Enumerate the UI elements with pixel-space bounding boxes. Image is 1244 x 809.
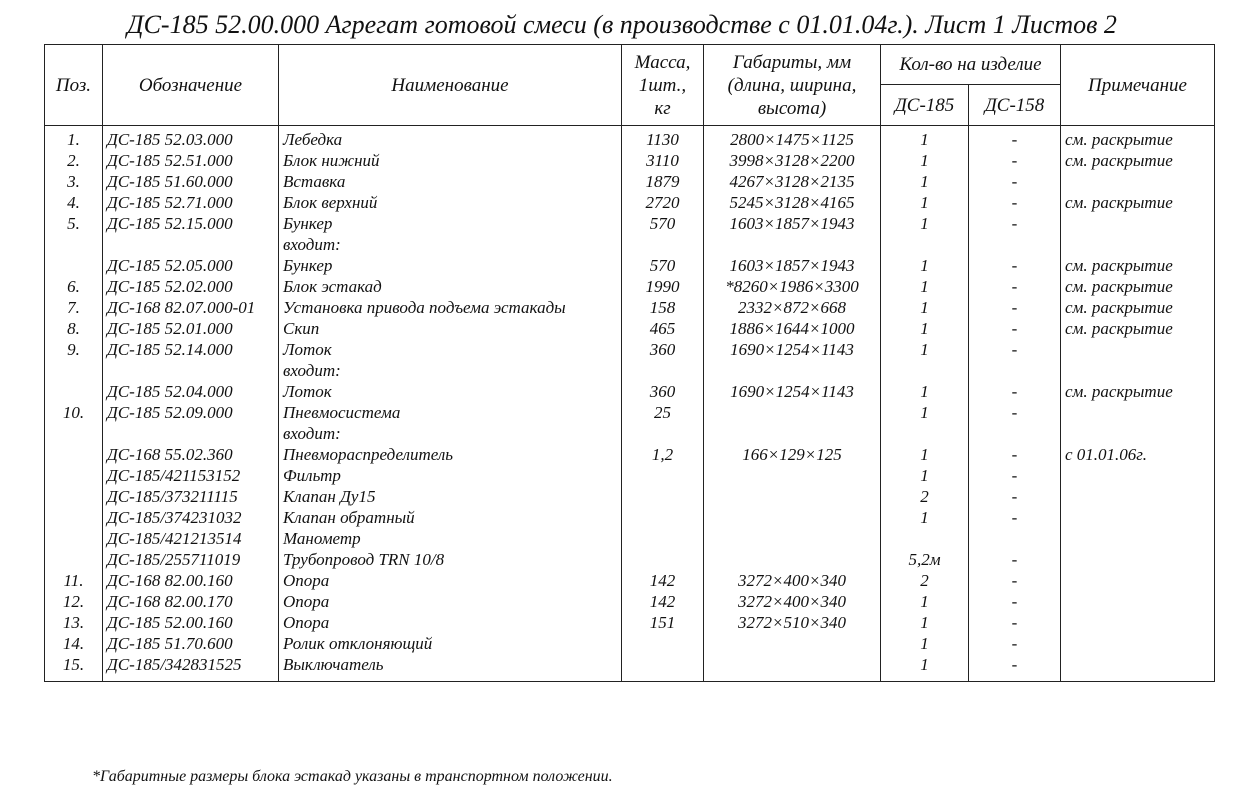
cell-name: Бункер <box>279 255 622 276</box>
cell-dims <box>704 234 881 255</box>
cell-qty-ds158: - <box>969 126 1061 151</box>
cell-note: см. раскрытие <box>1061 255 1215 276</box>
cell-name: Клапан обратный <box>279 507 622 528</box>
cell-qty-ds185: 1 <box>881 192 969 213</box>
cell-pos <box>45 234 103 255</box>
cell-mass <box>622 486 704 507</box>
cell-mass: 158 <box>622 297 704 318</box>
cell-note: см. раскрытие <box>1061 381 1215 402</box>
cell-pos: 3. <box>45 171 103 192</box>
cell-qty-ds158: - <box>969 276 1061 297</box>
cell-dims: 2800×1475×1125 <box>704 126 881 151</box>
cell-name: входит: <box>279 423 622 444</box>
cell-qty-ds158: - <box>969 150 1061 171</box>
cell-dims: 166×129×125 <box>704 444 881 465</box>
cell-qty-ds158: - <box>969 486 1061 507</box>
cell-pos <box>45 444 103 465</box>
cell-note <box>1061 612 1215 633</box>
cell-dims: 1886×1644×1000 <box>704 318 881 339</box>
cell-qty-ds185: 1 <box>881 318 969 339</box>
cell-name: Опора <box>279 591 622 612</box>
table-row <box>45 528 1215 549</box>
cell-qty-ds158: - <box>969 381 1061 402</box>
cell-mass <box>622 528 704 549</box>
cell-name: Блок нижний <box>279 150 622 171</box>
cell-qty-ds185: 1 <box>881 171 969 192</box>
cell-qty-ds185: 1 <box>881 381 969 402</box>
cell-note <box>1061 465 1215 486</box>
cell-dims: 2332×872×668 <box>704 297 881 318</box>
cell-pos <box>45 486 103 507</box>
cell-pos <box>45 465 103 486</box>
cell-pos: 15. <box>45 654 103 682</box>
cell-dims: 4267×3128×2135 <box>704 171 881 192</box>
table-row <box>45 465 1215 486</box>
cell-designation: ДС-168 82.00.160 <box>103 570 279 591</box>
cell-qty-ds185: 1 <box>881 339 969 360</box>
cell-name: Пневмосистема <box>279 402 622 423</box>
cell-designation: ДС-185 52.02.000 <box>103 276 279 297</box>
cell-note: см. раскрытие <box>1061 297 1215 318</box>
cell-qty-ds185: 2 <box>881 486 969 507</box>
cell-qty-ds185: 5,2м <box>881 549 969 570</box>
cell-note <box>1061 654 1215 682</box>
cell-note <box>1061 423 1215 444</box>
cell-designation <box>103 234 279 255</box>
cell-qty-ds185: 1 <box>881 126 969 151</box>
table-row <box>45 633 1215 654</box>
cell-mass: 25 <box>622 402 704 423</box>
cell-qty-ds158: - <box>969 213 1061 234</box>
cell-qty-ds158: - <box>969 297 1061 318</box>
cell-note: см. раскрытие <box>1061 126 1215 151</box>
cell-dims: 3998×3128×2200 <box>704 150 881 171</box>
cell-pos: 11. <box>45 570 103 591</box>
cell-note <box>1061 360 1215 381</box>
cell-dims <box>704 528 881 549</box>
cell-dims <box>704 633 881 654</box>
cell-qty-ds158 <box>969 423 1061 444</box>
cell-name: Манометр <box>279 528 622 549</box>
table-row <box>45 339 1215 360</box>
cell-qty-ds158: - <box>969 255 1061 276</box>
cell-note <box>1061 549 1215 570</box>
cell-mass: 570 <box>622 213 704 234</box>
cell-pos <box>45 381 103 402</box>
cell-dims <box>704 486 881 507</box>
cell-name: Вставка <box>279 171 622 192</box>
cell-mass <box>622 234 704 255</box>
cell-designation: ДС-185 52.09.000 <box>103 402 279 423</box>
cell-mass: 3110 <box>622 150 704 171</box>
cell-name: Клапан Ду15 <box>279 486 622 507</box>
cell-note: см. раскрытие <box>1061 318 1215 339</box>
footnote: *Габаритные размеры блока эстакад указаны в транспортном положении. <box>92 768 613 785</box>
cell-pos <box>45 360 103 381</box>
cell-qty-ds185: 1 <box>881 255 969 276</box>
table-row <box>45 570 1215 591</box>
table-row <box>45 255 1215 276</box>
table-row <box>45 423 1215 444</box>
cell-pos: 12. <box>45 591 103 612</box>
cell-note <box>1061 402 1215 423</box>
header-dims-line: высота) <box>757 97 827 119</box>
header-designation: Обозначение <box>103 45 279 126</box>
cell-designation: ДС-185/255711019 <box>103 549 279 570</box>
table-row <box>45 612 1215 633</box>
cell-mass: 1879 <box>622 171 704 192</box>
cell-dims <box>704 402 881 423</box>
table-row <box>45 171 1215 192</box>
cell-pos <box>45 528 103 549</box>
table-header <box>45 45 1215 126</box>
cell-mass <box>622 423 704 444</box>
cell-qty-ds185: 1 <box>881 297 969 318</box>
cell-mass <box>622 465 704 486</box>
cell-mass <box>622 507 704 528</box>
cell-designation: ДС-185/421213514 <box>103 528 279 549</box>
cell-note: см. раскрытие <box>1061 150 1215 171</box>
cell-dims: 3272×400×340 <box>704 591 881 612</box>
cell-pos: 4. <box>45 192 103 213</box>
cell-qty-ds158: - <box>969 192 1061 213</box>
cell-pos: 8. <box>45 318 103 339</box>
cell-mass: 142 <box>622 591 704 612</box>
table-row <box>45 213 1215 234</box>
cell-note <box>1061 171 1215 192</box>
cell-qty-ds185: 1 <box>881 402 969 423</box>
header-dims-line: Габариты, мм <box>732 51 852 73</box>
cell-pos: 6. <box>45 276 103 297</box>
cell-mass: 1,2 <box>622 444 704 465</box>
cell-qty-ds158: - <box>969 591 1061 612</box>
cell-qty-ds158: - <box>969 633 1061 654</box>
table-row <box>45 591 1215 612</box>
cell-note <box>1061 633 1215 654</box>
cell-designation: ДС-185/373211115 <box>103 486 279 507</box>
header-note: Примечание <box>1061 45 1215 126</box>
cell-dims: 5245×3128×4165 <box>704 192 881 213</box>
cell-qty-ds158: - <box>969 612 1061 633</box>
cell-qty-ds158 <box>969 360 1061 381</box>
cell-pos: 5. <box>45 213 103 234</box>
cell-qty-ds158: - <box>969 171 1061 192</box>
header-qty-group: Кол-во на изделие <box>881 45 1061 85</box>
cell-name: Скип <box>279 318 622 339</box>
cell-mass: 360 <box>622 381 704 402</box>
cell-qty-ds185: 1 <box>881 612 969 633</box>
cell-name: Установка привода подъема эстакады <box>279 297 622 318</box>
table-row <box>45 126 1215 151</box>
table-row <box>45 150 1215 171</box>
cell-qty-ds185: 1 <box>881 276 969 297</box>
cell-dims: 1603×1857×1943 <box>704 213 881 234</box>
header-name: Наименование <box>279 45 622 126</box>
cell-qty-ds158: - <box>969 318 1061 339</box>
cell-qty-ds185: 1 <box>881 507 969 528</box>
cell-designation: ДС-185 52.03.000 <box>103 126 279 151</box>
cell-note <box>1061 507 1215 528</box>
header-qty-ds185: ДС-185 <box>881 85 969 126</box>
cell-qty-ds158 <box>969 234 1061 255</box>
cell-note: с 01.01.06г. <box>1061 444 1215 465</box>
header-mass <box>622 45 704 126</box>
table-row <box>45 444 1215 465</box>
cell-designation: ДС-185 52.15.000 <box>103 213 279 234</box>
cell-qty-ds185: 1 <box>881 150 969 171</box>
cell-dims: 1603×1857×1943 <box>704 255 881 276</box>
header-mass-line: кг <box>654 97 671 119</box>
cell-name: Бункер <box>279 213 622 234</box>
cell-designation: ДС-185 52.00.160 <box>103 612 279 633</box>
cell-designation: ДС-168 82.07.000-01 <box>103 297 279 318</box>
cell-note <box>1061 570 1215 591</box>
cell-designation: ДС-185 52.05.000 <box>103 255 279 276</box>
cell-note <box>1061 486 1215 507</box>
cell-dims: 1690×1254×1143 <box>704 381 881 402</box>
cell-mass <box>622 549 704 570</box>
cell-designation: ДС-185 51.70.600 <box>103 633 279 654</box>
cell-name: Фильтр <box>279 465 622 486</box>
cell-qty-ds185 <box>881 528 969 549</box>
cell-designation: ДС-168 55.02.360 <box>103 444 279 465</box>
cell-qty-ds158: - <box>969 507 1061 528</box>
cell-name: Лебедка <box>279 126 622 151</box>
cell-pos: 7. <box>45 297 103 318</box>
cell-mass: 1990 <box>622 276 704 297</box>
cell-dims <box>704 360 881 381</box>
cell-dims <box>704 549 881 570</box>
cell-dims <box>704 465 881 486</box>
specification-table <box>44 44 1215 682</box>
cell-name: Лоток <box>279 339 622 360</box>
cell-dims: 3272×510×340 <box>704 612 881 633</box>
cell-pos: 9. <box>45 339 103 360</box>
table-row <box>45 486 1215 507</box>
cell-mass: 142 <box>622 570 704 591</box>
cell-name: Блок эстакад <box>279 276 622 297</box>
cell-mass: 570 <box>622 255 704 276</box>
cell-designation <box>103 423 279 444</box>
cell-dims <box>704 507 881 528</box>
cell-designation: ДС-185 52.14.000 <box>103 339 279 360</box>
header-dims <box>704 45 881 126</box>
cell-mass <box>622 654 704 682</box>
cell-name: входит: <box>279 360 622 381</box>
cell-name: Опора <box>279 612 622 633</box>
cell-note <box>1061 234 1215 255</box>
cell-designation: ДС-168 82.00.170 <box>103 591 279 612</box>
cell-qty-ds185: 1 <box>881 213 969 234</box>
cell-mass: 151 <box>622 612 704 633</box>
table-row <box>45 297 1215 318</box>
cell-qty-ds158: - <box>969 402 1061 423</box>
cell-designation: ДС-185 52.01.000 <box>103 318 279 339</box>
cell-pos: 14. <box>45 633 103 654</box>
cell-name: входит: <box>279 234 622 255</box>
cell-qty-ds185 <box>881 423 969 444</box>
cell-qty-ds158 <box>969 528 1061 549</box>
table-row <box>45 381 1215 402</box>
cell-designation: ДС-185 51.60.000 <box>103 171 279 192</box>
header-mass-line: 1шт., <box>638 74 687 96</box>
cell-name: Лоток <box>279 381 622 402</box>
cell-name: Опора <box>279 570 622 591</box>
cell-name: Пневмораспределитель <box>279 444 622 465</box>
cell-qty-ds158: - <box>969 570 1061 591</box>
cell-note <box>1061 339 1215 360</box>
cell-mass <box>622 360 704 381</box>
table-row <box>45 654 1215 682</box>
header-dims-line: (длина, ширина, <box>727 74 857 96</box>
cell-name: Блок верхний <box>279 192 622 213</box>
cell-dims <box>704 654 881 682</box>
cell-qty-ds158: - <box>969 465 1061 486</box>
cell-designation: ДС-185/374231032 <box>103 507 279 528</box>
cell-pos <box>45 507 103 528</box>
cell-dims: 1690×1254×1143 <box>704 339 881 360</box>
table-row <box>45 549 1215 570</box>
table-row <box>45 234 1215 255</box>
cell-designation: ДС-185 52.71.000 <box>103 192 279 213</box>
cell-dims: 3272×400×340 <box>704 570 881 591</box>
cell-pos <box>45 255 103 276</box>
cell-designation: ДС-185/342831525 <box>103 654 279 682</box>
cell-designation: ДС-185 52.04.000 <box>103 381 279 402</box>
cell-qty-ds158: - <box>969 654 1061 682</box>
cell-dims: *8260×1986×3300 <box>704 276 881 297</box>
cell-note <box>1061 591 1215 612</box>
table-row <box>45 276 1215 297</box>
cell-pos: 2. <box>45 150 103 171</box>
table-row <box>45 192 1215 213</box>
cell-pos: 1. <box>45 126 103 151</box>
table-body <box>45 126 1215 682</box>
cell-designation: ДС-185 52.51.000 <box>103 150 279 171</box>
cell-name: Выключатель <box>279 654 622 682</box>
cell-mass: 360 <box>622 339 704 360</box>
table-row <box>45 507 1215 528</box>
cell-name: Трубопровод TRN 10/8 <box>279 549 622 570</box>
cell-note <box>1061 528 1215 549</box>
header-mass-line: Масса, <box>634 51 691 73</box>
cell-pos <box>45 549 103 570</box>
table-row <box>45 360 1215 381</box>
cell-qty-ds185: 1 <box>881 654 969 682</box>
cell-dims <box>704 423 881 444</box>
cell-qty-ds185: 1 <box>881 444 969 465</box>
cell-qty-ds185 <box>881 234 969 255</box>
cell-note <box>1061 213 1215 234</box>
cell-note: см. раскрытие <box>1061 192 1215 213</box>
cell-pos: 13. <box>45 612 103 633</box>
cell-qty-ds158: - <box>969 339 1061 360</box>
cell-qty-ds158: - <box>969 549 1061 570</box>
cell-pos: 10. <box>45 402 103 423</box>
page-title: ДС-185 52.00.000 Агрегат готовой смеси (в производстве с 01.01.04г.). Лист 1 Листов 2 <box>127 10 1117 39</box>
header-qty-ds158: ДС-158 <box>969 85 1061 126</box>
cell-qty-ds158: - <box>969 444 1061 465</box>
cell-qty-ds185 <box>881 360 969 381</box>
cell-pos <box>45 423 103 444</box>
cell-mass: 2720 <box>622 192 704 213</box>
header-pos: Поз. <box>45 45 103 126</box>
cell-qty-ds185: 1 <box>881 465 969 486</box>
cell-name: Ролик отклоняющий <box>279 633 622 654</box>
table-row <box>45 318 1215 339</box>
cell-qty-ds185: 2 <box>881 570 969 591</box>
cell-mass: 1130 <box>622 126 704 151</box>
cell-designation <box>103 360 279 381</box>
cell-note: см. раскрытие <box>1061 276 1215 297</box>
cell-qty-ds185: 1 <box>881 591 969 612</box>
cell-mass <box>622 633 704 654</box>
cell-designation: ДС-185/421153152 <box>103 465 279 486</box>
table-row <box>45 402 1215 423</box>
cell-mass: 465 <box>622 318 704 339</box>
cell-qty-ds185: 1 <box>881 633 969 654</box>
